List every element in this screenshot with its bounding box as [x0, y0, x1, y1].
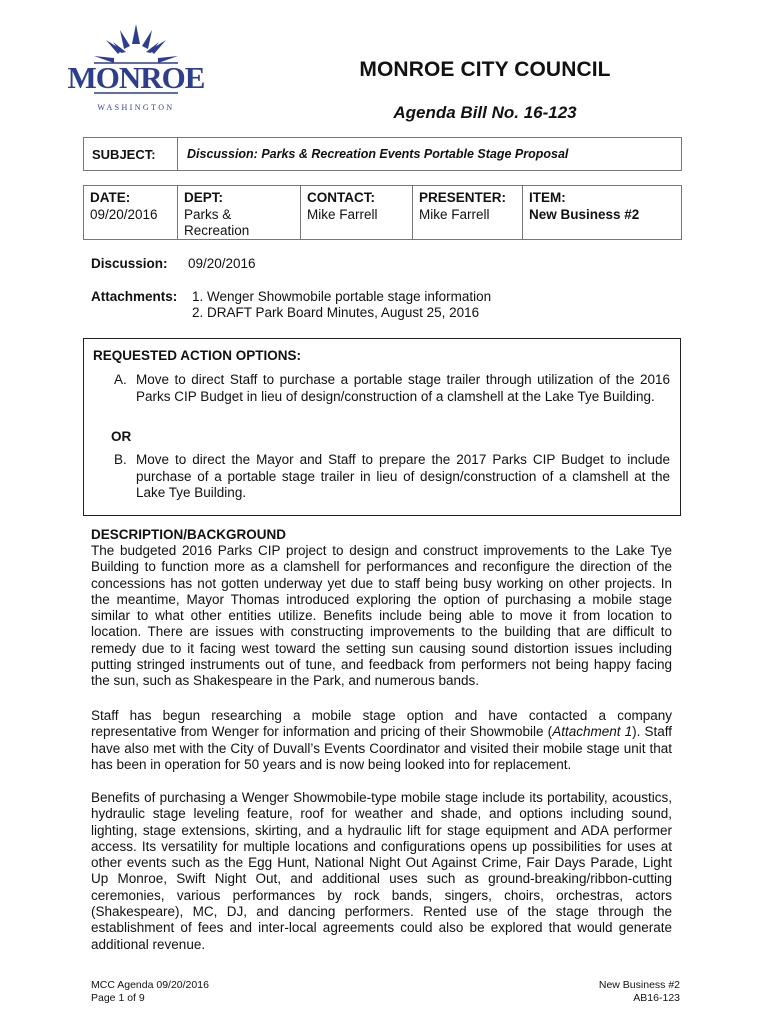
- description-heading: DESCRIPTION/BACKGROUND: [91, 527, 287, 542]
- item-cell: [522, 186, 681, 239]
- item-label: ITEM:: [529, 190, 566, 205]
- info-grid: [83, 185, 682, 240]
- date-value: 09/20/2016: [90, 206, 158, 222]
- paragraph-2-text-b: ). Staff have also met with the City of Duvall’s Events Coordinator and visited their mobile stage unit that has been in operation for 50 years and is now being looked into for replacement.: [91, 724, 672, 772]
- contact-label: CONTACT:: [307, 190, 375, 205]
- option-a: [114, 372, 670, 405]
- options-title: REQUESTED ACTION OPTIONS:: [93, 348, 302, 363]
- presenter-value: Mike Farrell: [419, 206, 490, 222]
- footer-right: [599, 979, 680, 1005]
- monroe-logo: [67, 22, 205, 122]
- discussion-date: 09/20/2016: [188, 256, 256, 271]
- description-paragraph-2: [91, 708, 672, 773]
- description-paragraph-1: The budgeted 2016 Parks CIP project to design and construct improvements to the Lake Tye Building to function more as a clamshell for performances and reconfigure the direction of the concessions has not gotten underway yet due to staff being busy working on other projects. In the meantime, Mayor Thomas introduced exploring the option of purchasing a mobile stage similar to what other entities utilize. Benefits include being able to move it from location to location. There are issues with constructing improvements to the building that are difficult to remedy due to it facing west toward the setting sun causing sound distortion issues including putting stringed instruments out of tune, and feedback from performers not being happy facing the sun, such as Shakespeare in the Park, and numerous bands.: [91, 543, 672, 689]
- or-separator: OR: [111, 429, 132, 444]
- contact-value: Mike Farrell: [307, 206, 378, 222]
- presenter-label: PRESENTER:: [419, 190, 507, 205]
- presenter-cell: [412, 186, 522, 239]
- attachment-item: 2. DRAFT Park Board Minutes, August 25, 2016: [192, 305, 480, 320]
- logo-state-text: WASHINGTON: [97, 103, 175, 112]
- requested-action-options: [83, 338, 681, 516]
- description-paragraph-3: Benefits of purchasing a Wenger Showmobile-type mobile stage include its portability, acoustics, hydraulic stage leveling feature, roof for weather and shade, and options including sound, lighting, stage extensions, skirting, and a hydraulic lift for stage equipment and ADA performer access. Its versatility for multiple locations and configurations opens up possibilities for uses at other events such as the Egg Hunt, National Night Out Against Crime, Fair Days Parade, Light Up Monroe, Swift Night Out, and additional uses such as ground-breaking/ribbon-cutting ceremonies, various performances by rock bands, singers, choirs, orchestras, actors (Shakespeare), MC, DJ, and dancing performers. Rented use of the stage through the establishment of fees and inter-local agreements could also be explored that would generate additional revenue.: [91, 790, 672, 952]
- dept-value-line1: Parks &: [184, 206, 232, 222]
- option-a-letter: A.: [114, 372, 127, 387]
- logo-city-text: MONROE: [67, 60, 205, 95]
- agenda-bill-number: Agenda Bill No. 16-123: [393, 103, 577, 122]
- option-b-letter: B.: [114, 452, 127, 467]
- dept-value-line2: Recreation: [184, 223, 250, 238]
- item-value: New Business #2: [529, 206, 640, 222]
- footer-page-number: Page 1 of 9: [91, 992, 145, 1004]
- footer-agenda-date: MCC Agenda 09/20/2016: [91, 979, 209, 991]
- paragraph-2-text-a: Staff has begun researching a mobile stage option and have contacted a company representative from Wenger for information and pricing of their Showmobile (: [91, 708, 672, 740]
- option-b-text: Move to direct the Mayor and Staff to prepare the 2017 Parks CIP Budget to include purchase of a portable stage trailer in lieu of design/construction of a clamshell at the Lake Tye Building.: [136, 452, 670, 500]
- discussion-label: Discussion:: [91, 256, 168, 271]
- footer-item: New Business #2: [598, 979, 680, 991]
- attachments-label: Attachments:: [91, 289, 178, 304]
- footer-bill-id: AB16-123: [633, 992, 680, 1004]
- subject-text: Discussion: Parks & Recreation Events Portable Stage Proposal: [187, 147, 569, 161]
- attachment-reference: Attachment 1: [552, 724, 633, 740]
- subject-box: [83, 137, 682, 171]
- contact-cell: [300, 186, 412, 239]
- attachment-item: 1. Wenger Showmobile portable stage information: [192, 289, 492, 304]
- option-b: [114, 452, 670, 502]
- date-label: DATE:: [90, 190, 131, 205]
- page-title: MONROE CITY COUNCIL: [359, 58, 611, 81]
- subject-label: SUBJECT:: [92, 147, 156, 162]
- dept-label: DEPT:: [184, 190, 224, 205]
- option-a-text: Move to direct Staff to purchase a portable stage trailer through utilization of the 2016 Parks CIP Budget in lieu of design/construction of a clamshell at the Lake Tye Building.: [136, 372, 670, 404]
- attachments-list: [192, 289, 491, 321]
- date-cell: [84, 186, 177, 239]
- dept-cell: [177, 186, 300, 239]
- footer-left: [91, 979, 209, 1005]
